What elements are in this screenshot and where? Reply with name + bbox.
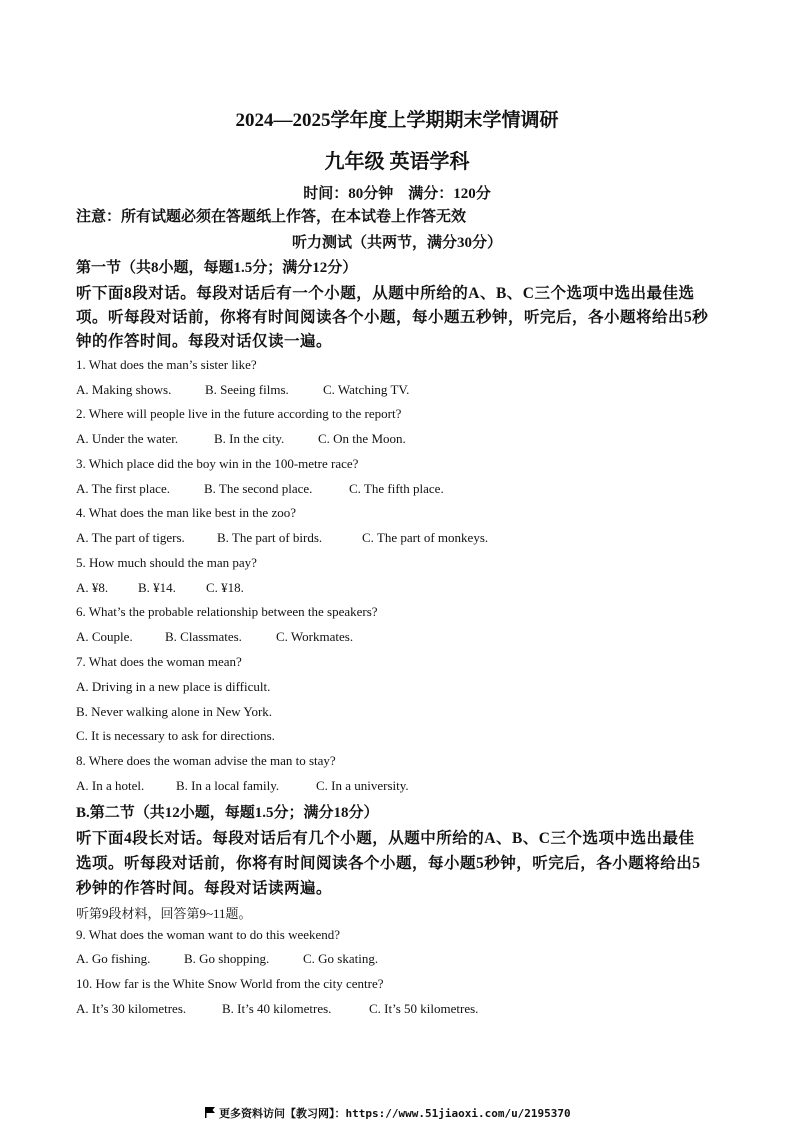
section1-instruction-line: 项。听每段对话前，你将有时间阅读各个小题，每小题五秒钟，听完后，各小题将给出5秒 [76, 309, 709, 326]
material-note: 听第9段材料，回答第9~11题。 [76, 906, 252, 921]
option-a: A. In a hotel. [76, 778, 145, 793]
exam-title: 2024—2025学年度上学期期末学情调研 [235, 110, 559, 131]
section2-title: B.第二节（共12小题，每题1.5分；满分18分） [76, 805, 379, 821]
question-options [76, 431, 406, 447]
footer-link[interactable]: 更多资料访问【教习网】：https://www.51jiaoxi.com/u/2195370 [219, 1107, 571, 1120]
question-stem: 1. What does the man’s sister like? [76, 357, 257, 372]
section2-instruction-line: 选项。听每段对话前，你将有时间阅读各个小题，每小题5秒钟，听完后，各小题将给出5 [76, 855, 701, 872]
option-b: B. The part of birds. [217, 530, 323, 545]
option-a: A. ¥8. [76, 580, 109, 595]
option-a: A. It’s 30 kilometres. [76, 1001, 187, 1016]
option-a: A. Driving in a new place is difficult. [76, 679, 271, 694]
question-options [76, 629, 353, 645]
question-options [76, 580, 244, 596]
option-c: C. Watching TV. [323, 382, 410, 397]
option-b: B. In the city. [214, 431, 285, 446]
option-a: A. The part of tigers. [76, 530, 185, 545]
option-b: B. Classmates. [165, 629, 242, 644]
question-stem: 8. Where does the woman advise the man to stay? [76, 753, 336, 768]
question-options [76, 1001, 478, 1017]
question-stem: 3. Which place did the boy win in the 100-metre race? [76, 456, 359, 471]
question-stem: 9. What does the woman want to do this weekend? [76, 927, 341, 942]
option-c: C. It’s 50 kilometres. [369, 1001, 479, 1016]
option-c: C. Go skating. [303, 951, 379, 966]
option-a: A. Under the water. [76, 431, 179, 446]
question-stem: 2. Where will people live in the future according to the report? [76, 406, 402, 421]
flag-icon [205, 1107, 215, 1118]
question-stem: 5. How much should the man pay? [76, 555, 257, 570]
option-c: C. The part of monkeys. [362, 530, 489, 545]
option-b: B. ¥14. [138, 580, 176, 595]
question-stem: 7. What does the woman mean? [76, 654, 242, 669]
question-options [76, 951, 378, 967]
option-c: C. On the Moon. [318, 431, 406, 446]
question-stem: 10. How far is the White Snow World from the city centre? [76, 976, 384, 991]
question-stem: 4. What does the man like best in the zoo? [76, 505, 296, 520]
option-c: C. Workmates. [276, 629, 354, 644]
footer [205, 1105, 571, 1121]
option-b: B. In a local family. [176, 778, 280, 793]
section2-instruction-line: 听下面4段长对话。每段对话后有几个小题，从题中所给的A、B、C三个选项中选出最佳 [76, 830, 695, 847]
question-options [76, 382, 409, 398]
question-options [76, 778, 409, 794]
option-a: A. Couple. [76, 629, 133, 644]
option-c: C. ¥18. [206, 580, 244, 595]
option-a: A. Making shows. [76, 382, 172, 397]
option-a: A. The first place. [76, 481, 170, 496]
section1-title: 第一节（共8小题，每题1.5分；满分12分） [76, 260, 358, 276]
exam-time-score: 时间：80分钟 满分：120分 [303, 186, 491, 202]
exam-notice: 注意：所有试题必须在答题纸上作答，在本试卷上作答无效 [76, 209, 467, 225]
option-c: C. It is necessary to ask for directions. [76, 728, 275, 743]
option-b: B. Go shopping. [184, 951, 270, 966]
question-options [76, 530, 488, 546]
option-b: B. Never walking alone in New York. [76, 704, 273, 719]
option-c: C. The fifth place. [349, 481, 444, 496]
option-c: C. In a university. [316, 778, 409, 793]
question-stem: 6. What’s the probable relationship between the speakers? [76, 604, 378, 619]
option-a: A. Go fishing. [76, 951, 151, 966]
exam-subtitle: 九年级 英语学科 [324, 151, 470, 173]
section2-instruction-line: 秒钟的作答时间。每段对话读两遍。 [76, 880, 333, 897]
listening-title: 听力测试（共两节，满分30分） [292, 235, 503, 251]
option-b: B. The second place. [204, 481, 313, 496]
section1-instruction-line: 听下面8段对话。每段对话后有一个小题，从题中所给的A、B、C三个选项中选出最佳选 [76, 285, 695, 302]
option-b: B. It’s 40 kilometres. [222, 1001, 332, 1016]
section1-instruction-line: 钟的作答时间。每段对话仅读一遍。 [76, 333, 333, 350]
question-options [76, 481, 444, 497]
option-b: B. Seeing films. [205, 382, 289, 397]
